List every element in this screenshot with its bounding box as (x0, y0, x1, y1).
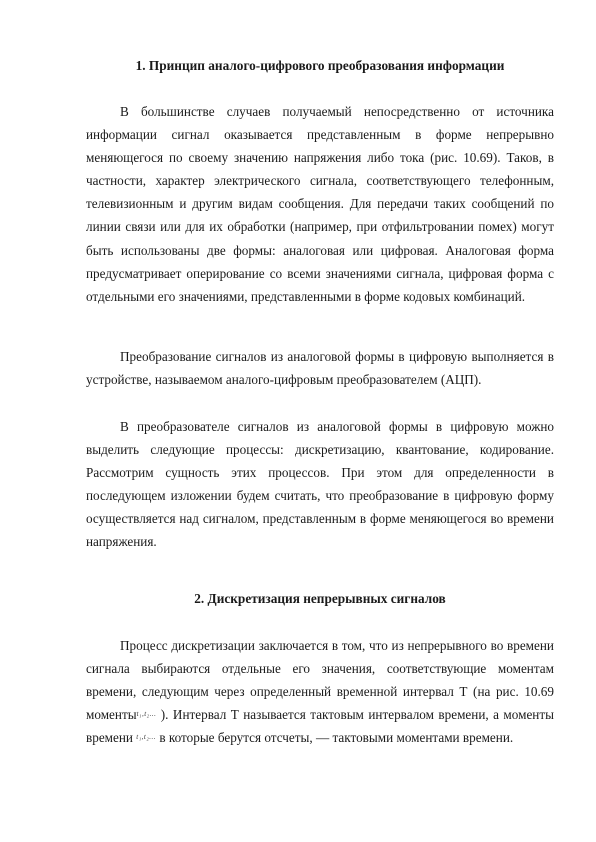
section-1-paragraph-3: В преобразователе сигналов из аналоговой формы в цифровую можно выделить следующие процессы: дискретизацию, квантование, кодирование. Рассмотрим сущность этих процессов. При этом для определенности в последующем изложении будем считать, что преобразование в цифровую форму осуществляется над сигналом, представленным в форме меняющегося во времени напряжения. (86, 419, 554, 550)
section-2-paragraph-1 (86, 634, 554, 749)
formula-t1-t2: t₁,t₂... (136, 710, 157, 719)
formula-t1-t2-repeat: t₁,t₂... (136, 733, 157, 742)
section-1-paragraph-2: Преобразование сигналов из аналоговой формы в цифровую выполняется в устройстве, называемом аналого-цифровым преобразователем (АЦП). (86, 349, 554, 388)
section-2-heading: 2. Дискретизация непрерывных сигналов (194, 591, 446, 606)
section-2-text-c: в которые берутся отсчеты, — тактовыми моментами времени. (156, 730, 514, 746)
section-1-paragraph-1: В большинстве случаев получаемый непосредственно от источника информации сигнал оказывается представленным в форме непрерывно меняющегося по своему значению напряжения либо тока (рис. 10.69). Таков, в частности, характер электрического сигнала, соответствующего телефонным, телевизионным и другим видам сообщения. Для передачи таких сообщений по линии связи или для их обработки (например, при отфильтровании помех) могут быть использованы две формы: аналоговая или цифровая. Аналоговая форма предусматривает оперирование со всеми значениями сигнала, цифровая форма с отдельными его значениями, представленными в форме кодовых комбинаций. (86, 104, 554, 304)
section-1-heading: 1. Принцип аналого-цифрового преобразования информации (135, 58, 505, 73)
section-2-text-a: Процесс дискретизации заключается в том, что из непрерывного во времени сигнала выбираются отдельные его значения, соответствующие моментам времени, следующим через определенный временной интервал Т (на рис. 10.69 моменты (86, 638, 554, 723)
section-2-text-b: ). Интервал Т называется тактовым интервалом времени, а моменты времени (86, 707, 554, 746)
